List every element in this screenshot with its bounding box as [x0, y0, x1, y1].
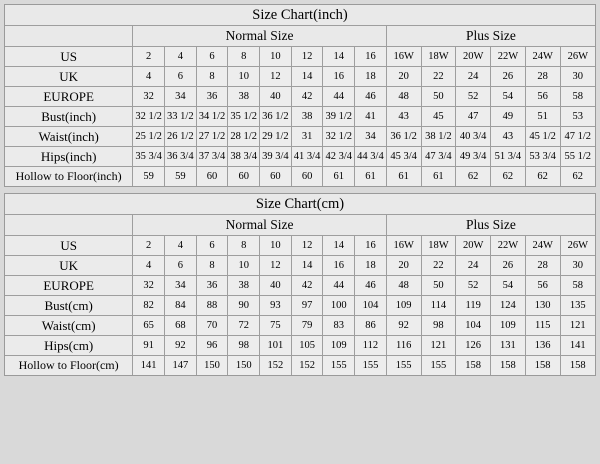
- cell: 49: [491, 107, 526, 127]
- table-row: [5, 336, 595, 356]
- cell: 59: [133, 167, 165, 187]
- cell: 27 1/2: [196, 127, 228, 147]
- cell: 45 3/4: [386, 147, 421, 167]
- cell: 18: [355, 67, 387, 87]
- cell: 16W: [386, 236, 421, 256]
- table-row: [5, 316, 595, 336]
- cell: 115: [525, 316, 560, 336]
- cell: 58: [560, 276, 595, 296]
- cell: 62: [560, 167, 595, 187]
- cell: 60: [196, 167, 228, 187]
- cell: 61: [323, 167, 355, 187]
- cell: 26W: [560, 47, 595, 67]
- cell: 104: [456, 316, 491, 336]
- row-label-europe: EUROPE: [5, 276, 133, 296]
- cell: 20W: [456, 47, 491, 67]
- cell: 45 1/2: [525, 127, 560, 147]
- chart-group-row: [5, 215, 595, 236]
- cell: 47 1/2: [560, 127, 595, 147]
- cell: 28 1/2: [228, 127, 260, 147]
- cell: 32: [133, 276, 165, 296]
- row-label-uk: UK: [5, 256, 133, 276]
- cell: 60: [291, 167, 323, 187]
- cell: 130: [525, 296, 560, 316]
- cell: 24: [456, 256, 491, 276]
- size-chart-inch-table: [5, 5, 595, 186]
- cell: 155: [355, 356, 387, 376]
- cell: 104: [355, 296, 387, 316]
- size-chart-cm: [4, 193, 596, 376]
- cell: 62: [525, 167, 560, 187]
- cell: 92: [164, 336, 196, 356]
- cell: 16: [323, 67, 355, 87]
- cell: 26: [491, 256, 526, 276]
- cell: 41 3/4: [291, 147, 323, 167]
- cell: 46: [355, 87, 387, 107]
- cell: 2: [133, 47, 165, 67]
- cell: 98: [228, 336, 260, 356]
- cell: 2: [133, 236, 165, 256]
- cell: 119: [456, 296, 491, 316]
- group-header-plus: Plus Size: [386, 26, 595, 47]
- cell: 42: [291, 276, 323, 296]
- cell: 8: [228, 47, 260, 67]
- chart-title-row: [5, 194, 595, 215]
- cell: 86: [355, 316, 387, 336]
- row-label-bust: Bust(inch): [5, 107, 133, 127]
- cell: 10: [228, 256, 260, 276]
- cell: 34: [164, 87, 196, 107]
- cell: 6: [196, 236, 228, 256]
- row-label-waist: Waist(cm): [5, 316, 133, 336]
- cell: 147: [164, 356, 196, 376]
- cell: 101: [260, 336, 292, 356]
- cell: 59: [164, 167, 196, 187]
- cell: 97: [291, 296, 323, 316]
- row-label-uk: UK: [5, 67, 133, 87]
- cell: 135: [560, 296, 595, 316]
- cell: 16: [355, 236, 387, 256]
- cell: 12: [291, 47, 323, 67]
- cell: 56: [525, 87, 560, 107]
- cell: 36: [196, 87, 228, 107]
- cell: 109: [491, 316, 526, 336]
- row-label-us: US: [5, 47, 133, 67]
- cell: 40: [260, 87, 292, 107]
- cell: 33 1/2: [164, 107, 196, 127]
- row-label-hollow-to-floor: Hollow to Floor(inch): [5, 167, 133, 187]
- cell: 53 3/4: [525, 147, 560, 167]
- cell: 121: [560, 316, 595, 336]
- cell: 105: [291, 336, 323, 356]
- cell: 44: [323, 276, 355, 296]
- cell: 39 3/4: [260, 147, 292, 167]
- table-row: [5, 276, 595, 296]
- cell: 62: [456, 167, 491, 187]
- cell: 65: [133, 316, 165, 336]
- cell: 62: [491, 167, 526, 187]
- cell: 109: [386, 296, 421, 316]
- cell: 83: [323, 316, 355, 336]
- cell: 26: [491, 67, 526, 87]
- cell: 158: [525, 356, 560, 376]
- cell: 44 3/4: [355, 147, 387, 167]
- cell: 26 1/2: [164, 127, 196, 147]
- cell: 24W: [525, 47, 560, 67]
- cell: 141: [560, 336, 595, 356]
- cell: 44: [323, 87, 355, 107]
- cell: 60: [260, 167, 292, 187]
- table-row: [5, 296, 595, 316]
- cell: 4: [164, 47, 196, 67]
- table-row: [5, 236, 595, 256]
- cell: 112: [355, 336, 387, 356]
- row-label-hips: Hips(inch): [5, 147, 133, 167]
- cell: 116: [386, 336, 421, 356]
- cell: 46: [355, 276, 387, 296]
- cell: 38: [291, 107, 323, 127]
- cell: 6: [164, 67, 196, 87]
- table-row: [5, 147, 595, 167]
- cell: 121: [421, 336, 456, 356]
- cell: 22: [421, 256, 456, 276]
- cell: 47: [456, 107, 491, 127]
- cell: 20: [386, 67, 421, 87]
- cell: 42 3/4: [323, 147, 355, 167]
- cell: 60: [228, 167, 260, 187]
- cell: 8: [228, 236, 260, 256]
- corner-spacer: [5, 26, 133, 47]
- cell: 30: [560, 256, 595, 276]
- cell: 32: [133, 87, 165, 107]
- cell: 36 3/4: [164, 147, 196, 167]
- cell: 141: [133, 356, 165, 376]
- cell: 50: [421, 87, 456, 107]
- cell: 22W: [491, 236, 526, 256]
- cell: 49 3/4: [456, 147, 491, 167]
- cell: 40 3/4: [456, 127, 491, 147]
- cell: 48: [386, 276, 421, 296]
- cell: 34 1/2: [196, 107, 228, 127]
- cell: 39 1/2: [323, 107, 355, 127]
- cell: 4: [164, 236, 196, 256]
- chart-group-row: [5, 26, 595, 47]
- cell: 152: [291, 356, 323, 376]
- cell: 16W: [386, 47, 421, 67]
- corner-spacer: [5, 215, 133, 236]
- cell: 8: [196, 67, 228, 87]
- cell: 51: [525, 107, 560, 127]
- cell: 28: [525, 256, 560, 276]
- cell: 18: [355, 256, 387, 276]
- cell: 8: [196, 256, 228, 276]
- cell: 14: [323, 47, 355, 67]
- cell: 36 1/2: [386, 127, 421, 147]
- size-chart-inch: [4, 4, 596, 187]
- cell: 61: [355, 167, 387, 187]
- cell: 14: [291, 256, 323, 276]
- cell: 10: [228, 67, 260, 87]
- cell: 53: [560, 107, 595, 127]
- cell: 41: [355, 107, 387, 127]
- cell: 10: [260, 47, 292, 67]
- cell: 50: [421, 276, 456, 296]
- cell: 20W: [456, 236, 491, 256]
- table-row: [5, 107, 595, 127]
- cell: 22: [421, 67, 456, 87]
- cell: 72: [228, 316, 260, 336]
- cell: 20: [386, 256, 421, 276]
- cell: 91: [133, 336, 165, 356]
- cell: 6: [196, 47, 228, 67]
- cell: 88: [196, 296, 228, 316]
- cell: 35 1/2: [228, 107, 260, 127]
- cell: 131: [491, 336, 526, 356]
- size-chart-cm-table: [5, 194, 595, 375]
- cell: 45: [421, 107, 456, 127]
- cell: 14: [291, 67, 323, 87]
- cell: 124: [491, 296, 526, 316]
- cell: 155: [386, 356, 421, 376]
- cell: 155: [421, 356, 456, 376]
- cell: 136: [525, 336, 560, 356]
- cell: 82: [133, 296, 165, 316]
- cell: 38 3/4: [228, 147, 260, 167]
- cell: 55 1/2: [560, 147, 595, 167]
- cell: 47 3/4: [421, 147, 456, 167]
- cell: 16: [323, 256, 355, 276]
- cell: 26W: [560, 236, 595, 256]
- cell: 152: [260, 356, 292, 376]
- cell: 22W: [491, 47, 526, 67]
- table-row: [5, 256, 595, 276]
- cell: 158: [456, 356, 491, 376]
- cell: 158: [491, 356, 526, 376]
- group-header-normal: Normal Size: [133, 215, 387, 236]
- cell: 34: [355, 127, 387, 147]
- cell: 6: [164, 256, 196, 276]
- table-row: [5, 67, 595, 87]
- cell: 56: [525, 276, 560, 296]
- cell: 16: [355, 47, 387, 67]
- cell: 43: [491, 127, 526, 147]
- cell: 37 3/4: [196, 147, 228, 167]
- cell: 150: [228, 356, 260, 376]
- cell: 54: [491, 276, 526, 296]
- cell: 14: [323, 236, 355, 256]
- cell: 35 3/4: [133, 147, 165, 167]
- cell: 32 1/2: [133, 107, 165, 127]
- cell: 42: [291, 87, 323, 107]
- cell: 38: [228, 87, 260, 107]
- row-label-hips: Hips(cm): [5, 336, 133, 356]
- row-label-hollow-to-floor: Hollow to Floor(cm): [5, 356, 133, 376]
- chart-title: Size Chart(cm): [5, 194, 595, 215]
- cell: 18W: [421, 236, 456, 256]
- table-row: [5, 356, 595, 376]
- cell: 126: [456, 336, 491, 356]
- cell: 43: [386, 107, 421, 127]
- row-label-waist: Waist(inch): [5, 127, 133, 147]
- row-label-us: US: [5, 236, 133, 256]
- cell: 36 1/2: [260, 107, 292, 127]
- cell: 4: [133, 67, 165, 87]
- cell: 29 1/2: [260, 127, 292, 147]
- cell: 158: [560, 356, 595, 376]
- cell: 100: [323, 296, 355, 316]
- cell: 18W: [421, 47, 456, 67]
- cell: 32 1/2: [323, 127, 355, 147]
- cell: 52: [456, 87, 491, 107]
- cell: 93: [260, 296, 292, 316]
- cell: 90: [228, 296, 260, 316]
- cell: 25 1/2: [133, 127, 165, 147]
- cell: 38: [228, 276, 260, 296]
- cell: 40: [260, 276, 292, 296]
- cell: 150: [196, 356, 228, 376]
- cell: 34: [164, 276, 196, 296]
- row-label-europe: EUROPE: [5, 87, 133, 107]
- cell: 12: [291, 236, 323, 256]
- row-label-bust: Bust(cm): [5, 296, 133, 316]
- cell: 79: [291, 316, 323, 336]
- cell: 12: [260, 256, 292, 276]
- group-header-normal: Normal Size: [133, 26, 387, 47]
- table-row: [5, 167, 595, 187]
- table-row: [5, 87, 595, 107]
- cell: 52: [456, 276, 491, 296]
- cell: 75: [260, 316, 292, 336]
- chart-title-row: [5, 5, 595, 26]
- cell: 68: [164, 316, 196, 336]
- cell: 61: [421, 167, 456, 187]
- cell: 109: [323, 336, 355, 356]
- cell: 98: [421, 316, 456, 336]
- cell: 31: [291, 127, 323, 147]
- group-header-plus: Plus Size: [386, 215, 595, 236]
- cell: 4: [133, 256, 165, 276]
- cell: 30: [560, 67, 595, 87]
- cell: 10: [260, 236, 292, 256]
- table-row: [5, 47, 595, 67]
- cell: 61: [386, 167, 421, 187]
- table-row: [5, 127, 595, 147]
- cell: 114: [421, 296, 456, 316]
- cell: 54: [491, 87, 526, 107]
- chart-title: Size Chart(inch): [5, 5, 595, 26]
- cell: 24: [456, 67, 491, 87]
- cell: 51 3/4: [491, 147, 526, 167]
- cell: 12: [260, 67, 292, 87]
- cell: 84: [164, 296, 196, 316]
- cell: 155: [323, 356, 355, 376]
- cell: 48: [386, 87, 421, 107]
- cell: 58: [560, 87, 595, 107]
- cell: 38 1/2: [421, 127, 456, 147]
- cell: 70: [196, 316, 228, 336]
- cell: 36: [196, 276, 228, 296]
- cell: 28: [525, 67, 560, 87]
- cell: 92: [386, 316, 421, 336]
- cell: 96: [196, 336, 228, 356]
- cell: 24W: [525, 236, 560, 256]
